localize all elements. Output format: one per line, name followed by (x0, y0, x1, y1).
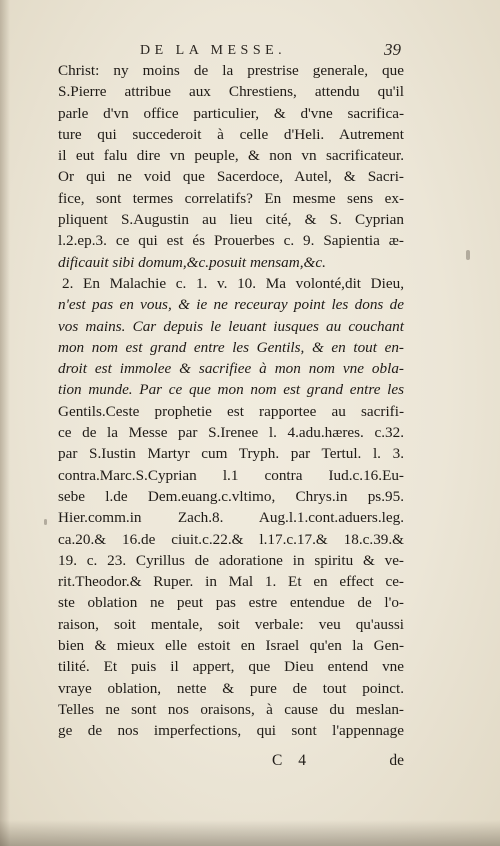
text-line: ce de la Messe par S.Irenee l. 4.adu.hæres. c.32. (58, 424, 404, 442)
running-title: DE LA MESSE. (140, 43, 287, 58)
text-line: S.Pierre attribue aux Chrestiens, attendu qu'il (58, 83, 404, 101)
text-line: tion munde. Par ce que mon nom est grand entre les (58, 381, 404, 399)
text-line: contra.Marc.S.Cyprian l.1 contra Iud.c.16.Eu- (58, 466, 404, 484)
text-line: raison, soit mentale, soit verbale: veu qu'aussi (58, 615, 404, 633)
text-line: mon nom est grand entre les Gentils, & en tout en- (58, 338, 404, 356)
text-line: ca.20.& 16.de ciuit.c.22.& l.17.c.17.& 18.c.39.& (58, 530, 404, 548)
text-line: vos mains. Car depuis le leuant iusques au couchant (58, 317, 404, 335)
ink-blot (466, 250, 470, 260)
text-line: vraye oblation, nette & pure de tout poinct. (58, 679, 404, 697)
text-line: 19. c. 23. Cyrillus de adoratione in spiritu & ve- (58, 551, 404, 569)
text-line: Or qui ne void que Sacerdoce, Autel, & Sacri- (58, 168, 404, 186)
text-line: il eut falu dire vn peuple, & non vn sacrificateur. (58, 147, 404, 165)
page-bottom-shadow (0, 820, 500, 846)
text-line: tilité. Et puis il appert, que Dieu entend vne (58, 658, 404, 676)
text-line: l.2.ep.3. ce qui est és Prouerbes c. 9. Sapientia æ- (58, 232, 404, 250)
text-line: Gentils.Ceste prophetie est rapportee au sacrifi- (58, 402, 404, 420)
text-line: Christ: ny moins de la prestrise generale, que (58, 62, 404, 79)
page-number: 39 (384, 40, 401, 59)
signature-mark: C 4 (272, 752, 312, 769)
page-gutter-shadow (0, 0, 10, 846)
ink-blot (44, 519, 47, 525)
text-line: rit.Theodor.& Ruper. in Mal 1. Et en effect ce- (58, 573, 404, 591)
text-line: par S.Iustin Martyr cum Tryph. par Tertul. l. 3. (58, 445, 404, 463)
text-line: sebe l.de Dem.euang.c.vltimo, Chrys.in ps.95. (58, 487, 404, 505)
text-line: fice, sont termes correlatifs? En mesme sens ex- (58, 189, 404, 207)
text-line: parle d'vn office particulier, & d'vne sacrifica- (58, 104, 404, 122)
text-line: droit est immolee & sacrifiee à mon nom vne obla- (58, 360, 404, 378)
text-line: ste oblation ne peut pas estre entendue de l'o- (58, 594, 404, 612)
catchword: de (389, 752, 404, 769)
text-line: ture qui succederoit à celle d'Heli. Autrement (58, 125, 404, 143)
text-line: bien & mieux elle estoit en Israel qu'en la Gen- (58, 637, 404, 655)
text-line: Telles ne sont nos oraisons, à cause du meslan- (58, 700, 404, 718)
text-line: 2. En Malachie c. 1. v. 10. Ma volonté,dit Dieu, (62, 274, 404, 292)
text-line: pliquent S.Augustin au lieu cité, & S. Cyprian (58, 211, 404, 229)
text-line: n'est pas en vous, & ie ne receuray point les dons de (58, 296, 404, 314)
text-line: dificauit sibi domum,&c.posuit mensam,&c. (58, 253, 326, 271)
text-line: ge de nos imperfections, qui sont l'appennage (58, 722, 404, 740)
body-text (58, 60, 404, 742)
text-line: Hier.comm.in Zach.8. Aug.l.1.cont.aduers.leg. (58, 509, 404, 527)
